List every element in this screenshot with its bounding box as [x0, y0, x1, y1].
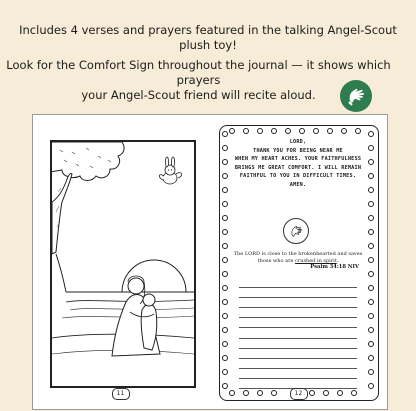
dot-border-right [368, 123, 374, 401]
caption-line-3: your Angel-Scout friend will recite aloud. [81, 88, 316, 102]
right-page [211, 115, 386, 409]
prayer-line: BRINGS ME GREAT COMFORT. I WILL REMAIN [234, 164, 362, 171]
prayer-line: LORD, [289, 139, 307, 145]
verse-period: . [336, 258, 339, 264]
verse-line-1: The LORD is close to the brokenhearted and saves [233, 251, 363, 257]
dot-border-left [222, 123, 228, 401]
verse-text: those who are [257, 258, 296, 264]
prayer-line: AMEN. [289, 181, 307, 188]
prayer-line: WHEN MY HEART ACHES. YOUR FAITHFULNESS [234, 156, 362, 163]
dot-border-top [219, 128, 378, 134]
journal-spread [32, 114, 388, 410]
verse-reference: Psalm 34:18 NIV [310, 264, 359, 270]
prayer-content [233, 138, 363, 384]
left-page [33, 115, 208, 409]
promo-caption [6, 23, 410, 53]
bible-verse [233, 251, 363, 265]
comfort-sign-outline-icon [283, 218, 309, 244]
comfort-sign-caption [6, 58, 391, 103]
page-number: 11 [112, 388, 130, 400]
prayer-line: THANK YOU FOR BEING NEAR ME [253, 147, 343, 154]
comfort-sign-hand-icon [340, 80, 372, 112]
page-number: 12 [290, 388, 308, 400]
prayer-line: FAITHFUL TO YOU IN DIFFICULT TIMES. [239, 173, 357, 180]
writing-lines[interactable] [239, 278, 357, 389]
caption-line-1: Includes 4 verses and prayers featured in the talking Angel-Scout plush toy! [19, 23, 397, 52]
verse-underlined-text: crushed in spirit [295, 258, 337, 264]
coloring-illustration [50, 140, 196, 388]
caption-line-2: Look for the Comfort Sign throughout the journal — it shows which prayers [6, 58, 391, 87]
prayer-text [233, 138, 363, 190]
